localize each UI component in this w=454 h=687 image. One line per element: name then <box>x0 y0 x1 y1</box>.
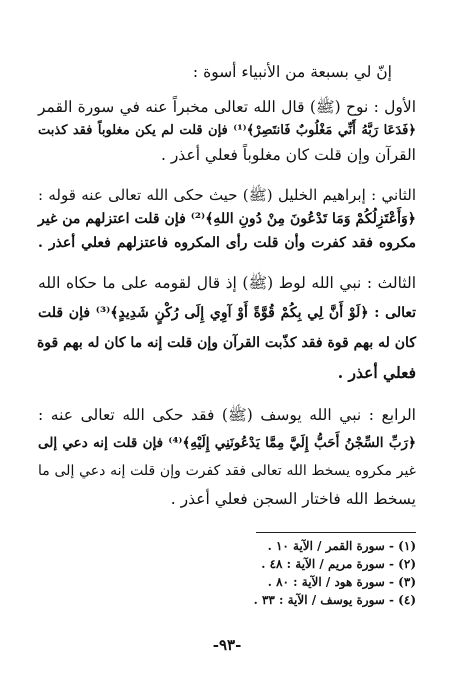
para-4-line-1: الرابع : نبي الله يوسف (ﷺ) فقد حكى الله تعالى عنه : <box>38 406 416 424</box>
footnote-divider <box>256 532 416 533</box>
para-2-line-3: مكروه فقد كفرت وأن قلت رأى المكروه فاعتزلهم فعلي أعذر . <box>38 235 416 251</box>
intro-line: إنّ لي بسبعة من الأنبياء أسوة : <box>192 63 392 81</box>
para-1-line-3: القرآن وإن قلت كان مغلوباً فعلي أعذر . <box>160 146 416 164</box>
para-3-line-4: فعلي أعذر . <box>337 363 416 382</box>
footnote-3: (٣) - سورة هود / الآية : ٨٠ . <box>267 575 416 589</box>
footnote-4: (٤) - سورة يوسف / الآية : ٣٣ . <box>253 593 416 607</box>
page-number: -٩٣- <box>212 636 242 654</box>
footnote-2: (٢) - سورة مريم / الآية : ٤٨ . <box>261 557 416 571</box>
para-3-line-1: الثالث : نبي الله لوط (ﷺ) إذ قال لقومه على ما حكاه الله <box>38 274 416 292</box>
para-1-line-1: الأول : نوح (ﷺ) قال الله تعالى مخبراً عنه في سورة القمر <box>38 98 416 116</box>
para-4-line-4: يسخط الله فاختار السجن فعلي أعذر . <box>170 490 416 508</box>
para-4-line-2: ﴿رَبِّ السِّجْنُ أَحَبُّ إِلَيَّ مِمَّا يَدْعُونَنِي إِلَيْهِ﴾⁽⁴⁾ فإن قلت إنه دعي إلى <box>38 435 416 451</box>
para-4-line-3: غير مكروه يسخط الله تعالى فقد كفرت وإن قلت إنه دعي إلى ما <box>38 463 416 479</box>
para-2-line-2: ﴿وَأَعْتَزِلُكُمْ وَمَا تَدْعُونَ مِنْ دُونِ اللهِ﴾⁽²⁾ فإن قلت اعتزلهم من غير <box>38 211 416 227</box>
para-3-line-2: تعالى : ﴿لَوْ أَنَّ لِي بِكُمْ قُوَّةً أَوْ آوِي إِلَى رُكْنٍ شَدِيدٍ﴾⁽³⁾ فإن قلت <box>38 305 417 321</box>
footnote-1: (١) - سورة القمر / الآية ١٠ . <box>267 539 416 553</box>
para-1-line-2: ﴿فَدَعَا رَبَّهُ أَنِّي مَغْلُوبٌ فَانتَصِرْ﴾⁽¹⁾ فإن قلت لم يكن مغلوباً فقد كذبت <box>38 123 416 138</box>
para-3-line-3: كان له بهم قوة فقد كذّبت القرآن وإن قلت إنه ما كان له بهم قوة <box>36 335 416 351</box>
para-2-line-1: الثاني : إبراهيم الخليل (ﷺ) حيث حكى الله تعالى عنه قوله : <box>38 186 416 204</box>
